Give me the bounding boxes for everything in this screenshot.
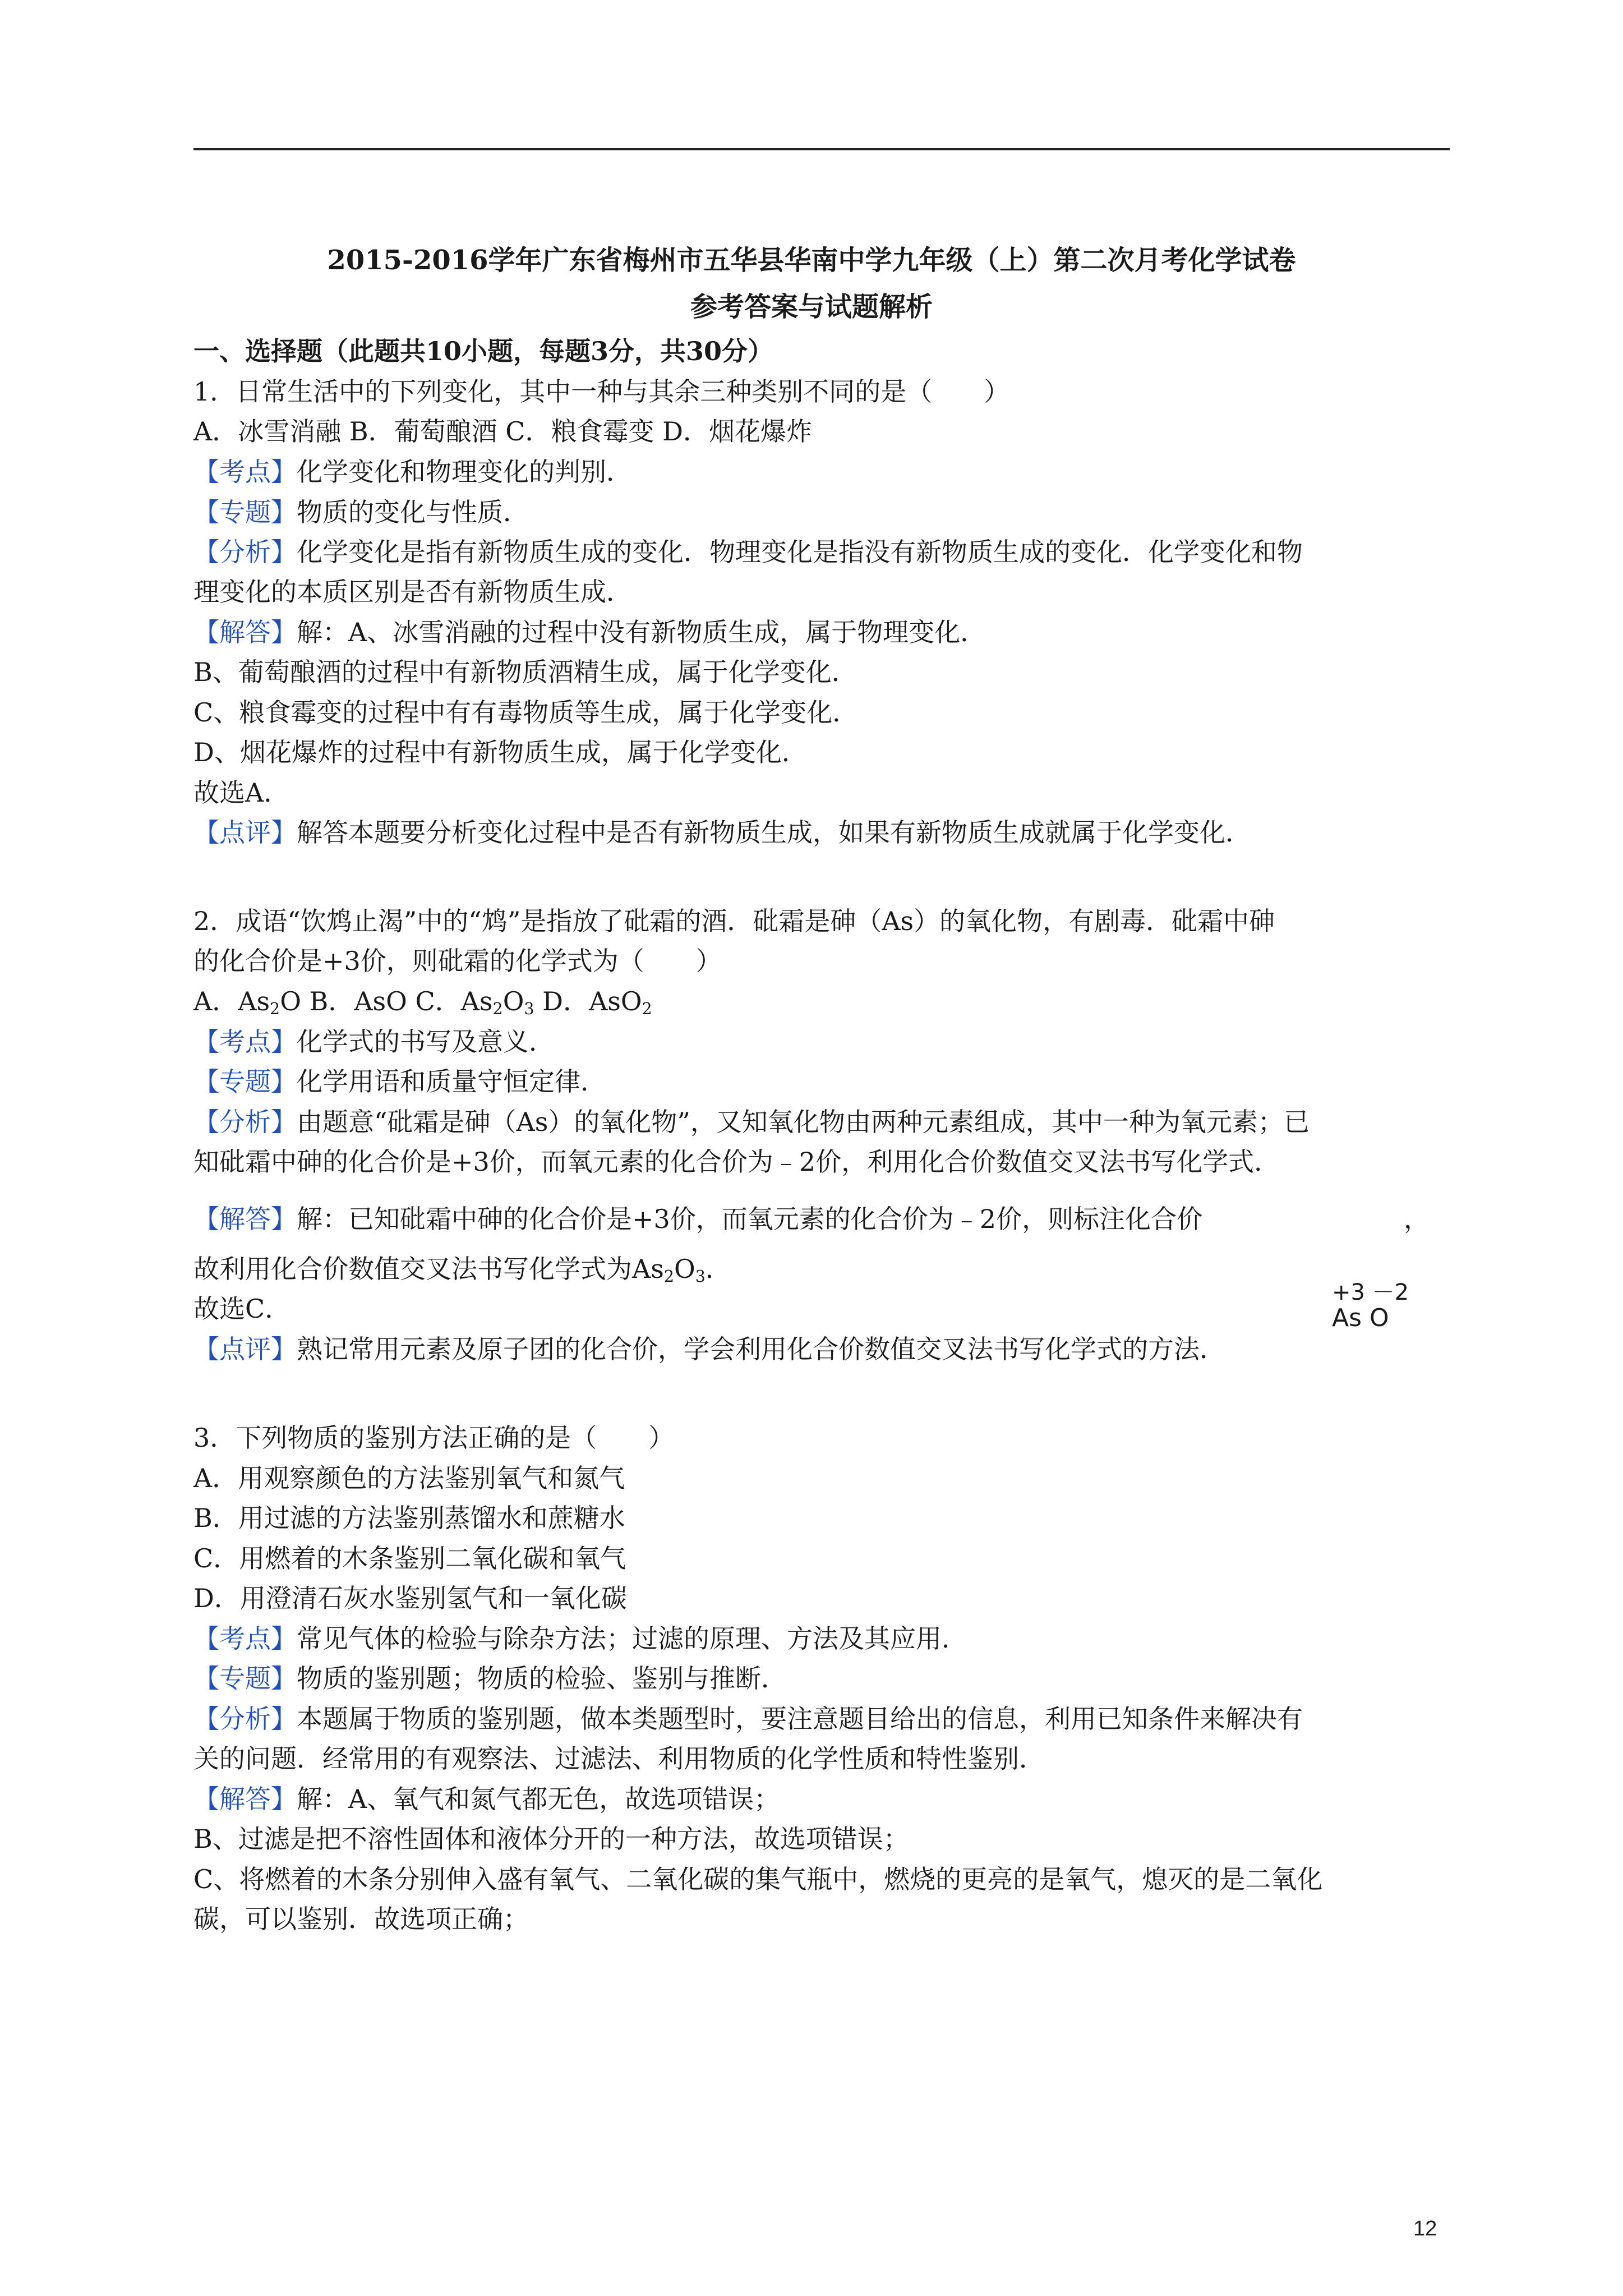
jieda-text: 解：A、冰雪消融的过程中没有新物质生成，属于物理变化． — [297, 617, 986, 647]
dianping-text: 解答本题要分析变化过程中是否有新物质生成，如果有新物质生成就属于化学变化． — [297, 817, 1251, 848]
fenxi-text: 本题属于物质的鉴别题，做本类题型时，要注意题目给出的信息，利用已知条件来解决有 — [297, 1704, 1303, 1734]
q1-jieda-b: B、葡萄酿酒的过程中有新物质酒精生成，属于化学变化． — [193, 657, 857, 687]
q3-jieda-b: B、过滤是把不溶性固体和液体分开的一种方法，故选项错误； — [193, 1824, 909, 1854]
option-d: D．AsO — [534, 986, 642, 1016]
q2-jieda — [193, 1199, 1202, 1236]
q2-stem: 2．成语“饮鸩止渴”中的“鸩”是指放了砒霜的酒．砒霜是砷（As）的氧化物，有剧毒．砒霜中砷 — [193, 906, 1275, 936]
fenxi-tag: 【分析】 — [193, 1107, 297, 1137]
fenxi-text: 化学变化是指有新物质生成的变化．物理变化是指没有新物质生成的变化．化学变化和物 — [297, 537, 1303, 567]
q1-jieda — [193, 612, 986, 649]
subscript: 2 — [642, 1000, 652, 1019]
q2-jieda-comma: ， — [1404, 1204, 1430, 1234]
q1-zhuanti — [193, 492, 529, 529]
jieda-text: 解：A、氧气和氮气都无色，故选项错误； — [297, 1784, 780, 1814]
kaodian-tag: 【考点】 — [193, 1027, 297, 1057]
zhuanti-tag: 【专题】 — [193, 1066, 297, 1097]
q3-kaodian — [193, 1618, 967, 1655]
jieda-formula-text: 故利用化合价数值交叉法书写化学式为As — [193, 1254, 664, 1284]
q2-options — [193, 981, 652, 1018]
q1-answer: 故选A． — [193, 777, 290, 808]
q3-option-c: C．用燃着的木条鉴别二氧化碳和氧气 — [193, 1543, 626, 1573]
option-a: A．As — [193, 986, 270, 1016]
q1-fenxi — [193, 532, 1303, 569]
formula-mid: O — [674, 1254, 695, 1284]
q1-jieda-c: C、粮食霉变的过程中有有毒物质等生成，属于化学变化． — [193, 697, 859, 728]
subscript: 3 — [695, 1267, 706, 1286]
option-b-c: O B．AsO C．As — [280, 986, 493, 1016]
q2-answer: 故选C． — [193, 1294, 291, 1324]
fenxi-tag: 【分析】 — [193, 537, 297, 567]
header-rule — [193, 148, 1450, 150]
q2-kaodian — [193, 1022, 555, 1059]
subscript: 2 — [492, 1000, 503, 1019]
q3-option-d: D．用澄清石灰水鉴别氢气和一氧化碳 — [193, 1583, 627, 1613]
q2-fenxi — [193, 1102, 1310, 1139]
zhuanti-text: 化学用语和质量守恒定律． — [297, 1066, 606, 1097]
fenxi-text: 由题意“砒霜是砷（As）的氧化物”，又知氧化物由两种元素组成，其中一种为氧元素；已 — [297, 1107, 1310, 1137]
jieda-tag: 【解答】 — [193, 617, 297, 647]
q2-zhuanti — [193, 1061, 606, 1098]
option-c-mid: O — [502, 986, 524, 1016]
subscript: 2 — [270, 1000, 280, 1019]
kaodian-text: 化学变化和物理变化的判别． — [297, 457, 632, 487]
subscript: 3 — [524, 1000, 534, 1019]
dianping-tag: 【点评】 — [193, 1334, 297, 1364]
q1-jieda-d: D、烟花爆炸的过程中有新物质生成，属于化学变化． — [193, 737, 808, 767]
valence-symbols: As O — [1332, 1304, 1389, 1332]
q2-dianping — [193, 1329, 1225, 1366]
q3-fenxi-cont: 关的问题．经常用的有观察法、过滤法、利用物质的化学性质和特性鉴别． — [193, 1743, 1045, 1774]
zhuanti-text: 物质的鉴别题；物质的检验、鉴别与推断． — [297, 1663, 787, 1694]
section-heading: 一、选择题（此题共10小题，每题3分，共30分） — [193, 336, 774, 366]
page-subtitle: 参考答案与试题解析 — [690, 291, 933, 323]
zhuanti-text: 物质的变化与性质． — [297, 497, 529, 527]
jieda-tag: 【解答】 — [193, 1784, 297, 1814]
q3-option-b: B．用过滤的方法鉴别蒸馏水和蔗糖水 — [193, 1503, 625, 1533]
kaodian-tag: 【考点】 — [193, 1623, 297, 1654]
valence-notation-image — [1332, 1274, 1409, 1336]
q2-fenxi-cont: 知砒霜中砷的化合价是+3价，而氧元素的化合价为﹣2价，利用化合价数值交叉法书写化学式． — [193, 1147, 1280, 1177]
q2-jieda-formula — [193, 1249, 731, 1286]
kaodian-text: 化学式的书写及意义． — [297, 1027, 555, 1057]
q1-kaodian — [193, 452, 632, 489]
q3-jieda-c: C、将燃着的木条分别伸入盛有氧气、二氧化碳的集气瓶中，燃烧的更亮的是氧气，熄灭的是二氧化 — [193, 1864, 1323, 1894]
formula-end: ． — [705, 1254, 731, 1284]
fenxi-tag: 【分析】 — [193, 1704, 297, 1734]
valence-numbers: +3 －2 — [1332, 1280, 1409, 1305]
q1-options: A．冰雪消融 B．葡萄酿酒 C．粮食霉变 D．烟花爆炸 — [193, 416, 812, 447]
page-number: 12 — [1413, 2217, 1437, 2240]
q3-option-a: A．用观察颜色的方法鉴别氧气和氮气 — [193, 1463, 625, 1493]
q3-stem: 3．下列物质的鉴别方法正确的是（ ） — [193, 1423, 675, 1453]
jieda-text: 解：已知砒霜中砷的化合价是+3价，而氧元素的化合价为﹣2价，则标注化合价 — [297, 1204, 1203, 1234]
q1-dianping — [193, 812, 1251, 849]
zhuanti-tag: 【专题】 — [193, 497, 297, 527]
kaodian-text: 常见气体的检验与除杂方法；过滤的原理、方法及其应用． — [297, 1623, 967, 1654]
dianping-tag: 【点评】 — [193, 817, 297, 848]
q3-jieda — [193, 1779, 780, 1816]
q1-fenxi-cont: 理变化的本质区别是否有新物质生成． — [193, 577, 632, 607]
dianping-text: 熟记常用元素及原子团的化合价，学会利用化合价数值交叉法书写化学式的方法． — [297, 1334, 1225, 1364]
q2-stem-cont: 的化合价是+3价，则砒霜的化学式为（ ） — [193, 946, 722, 976]
q3-fenxi — [193, 1699, 1303, 1736]
q1-stem: 1．日常生活中的下列变化，其中一种与其余三种类别不同的是（ ） — [193, 376, 1010, 407]
q3-jieda-c-cont: 碳，可以鉴别．故选项正确； — [193, 1904, 529, 1934]
zhuanti-tag: 【专题】 — [193, 1663, 297, 1694]
q3-zhuanti — [193, 1658, 787, 1695]
page-title: 2015-2016学年广东省梅州市五华县华南中学九年级（上）第二次月考化学试卷 — [327, 245, 1296, 276]
kaodian-tag: 【考点】 — [193, 457, 297, 487]
subscript: 2 — [663, 1267, 674, 1286]
jieda-tag: 【解答】 — [193, 1204, 297, 1234]
